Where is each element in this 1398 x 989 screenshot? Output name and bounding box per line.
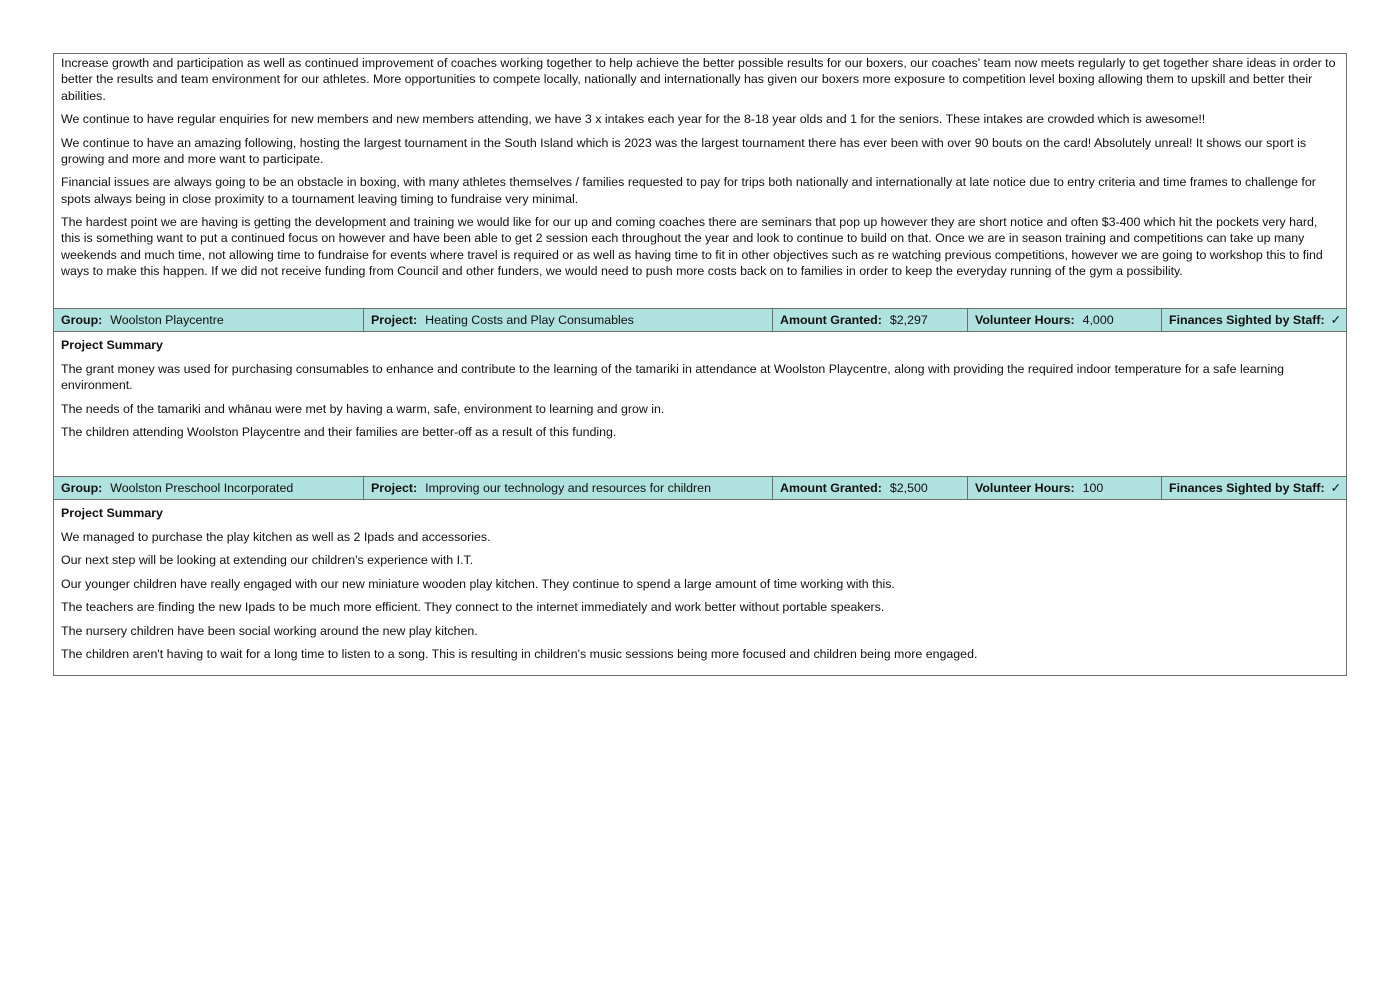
summary-paragraph: We continue to have an amazing following, hosting the largest tournament in the South Island which is 2023 was the largest tournament there has ever been with over 90 bouts on the card! Absolutely unreal! It shows our sport is growing and more and more want to participate.: [61, 135, 1307, 166]
summary-paragraph: Our younger children have really engaged with our new miniature wooden play kitchen. They continue to spend a large amount of time working with this.: [61, 576, 895, 591]
summary-paragraph: Financial issues are always going to be an obstacle in boxing, with many athletes themselves / families requested to pay for trips both nationally and internationally at late notice due to entry criteria and time frames to challenge for spots always being in close proximity to a tournament leaving timing to fundraise very minimal.: [61, 175, 1316, 206]
amount-cell: [773, 309, 968, 331]
amount-value: $2,297: [889, 312, 928, 327]
hours-cell: [968, 309, 1162, 331]
amount-label: Amount Granted:: [780, 312, 882, 327]
project-cell: [364, 477, 773, 499]
grant-report-table: [53, 53, 1347, 676]
group-label: Group:: [61, 312, 103, 327]
summary-paragraph: The grant money was used for purchasing consumables to enhance and contribute to the learning of the tamariki in attendance at Woolston Playcentre, along with providing the required indoor temperature for a safe learning environment.: [61, 362, 1285, 393]
hours-value: 4,000: [1082, 312, 1114, 327]
project-label: Project:: [371, 480, 418, 495]
summary-paragraph: The nursery children have been social working around the new play kitchen.: [61, 623, 478, 638]
grant-info-row: [54, 476, 1346, 500]
hours-label: Volunteer Hours:: [975, 480, 1075, 495]
finances-cell: [1162, 477, 1346, 499]
group-label: Group:: [61, 480, 103, 495]
hours-value: 100: [1082, 480, 1104, 495]
project-summary-heading: Project Summary: [61, 506, 163, 520]
amount-cell: [773, 477, 968, 499]
finances-label: Finances Sighted by Staff:: [1169, 480, 1325, 495]
summary-paragraph: We managed to purchase the play kitchen as well as 2 Ipads and accessories.: [61, 530, 491, 544]
group-name: Woolston Preschool Incorporated: [110, 480, 294, 495]
summary-paragraph: Our next step will be looking at extending our children's experience with I.T.: [61, 553, 474, 568]
project-name: Heating Costs and Play Consumables: [425, 312, 634, 327]
group-cell: [54, 477, 364, 499]
previous-entry-summary: [54, 54, 1346, 308]
finances-label: Finances Sighted by Staff:: [1169, 312, 1325, 327]
summary-paragraph: The hardest point we are having is getting the development and training we would like for our up and coming coaches there are seminars that pop up however they are short notice and often $3-400 which hit the pockets very hard, this is something want to put a continued focus on however and have been able to get 2 session each throughout the year and look to continue to build on that. Once we are in season training and competitions can take up many weekends and much time, not allowing time to fundraise for events where travel is required or as well as having time to fit in other objectives such as re watching previous competitions, however we are going to workshop this to find ways to make this happen. If we did not receive funding from Council and other funders, we would need to push more costs back on to families in order to keep the everyday running of the gym a possibility.: [61, 215, 1323, 279]
project-summary-section: [54, 332, 1346, 476]
group-name: Woolston Playcentre: [110, 312, 224, 327]
amount-label: Amount Granted:: [780, 480, 882, 495]
checkmark-icon: ✓: [1330, 312, 1341, 327]
finances-cell: [1162, 309, 1346, 331]
grant-info-row: [54, 308, 1346, 332]
summary-paragraph: Increase growth and participation as well as continued improvement of coaches working together to help achieve the better possible results for our boxers, our coaches' team now meets regularly to get together share ideas in order to better the results and team environment for our athletes. More opportunities to compete locally, nationally and internationally has given our boxers more exposure to competition level boxing allowing them to upskill and better their abilities.: [61, 56, 1336, 103]
project-label: Project:: [371, 312, 418, 327]
amount-value: $2,500: [889, 480, 928, 495]
summary-paragraph: The needs of the tamariki and whānau were met by having a warm, safe, environment to learning and grow in.: [61, 401, 665, 416]
summary-paragraph: We continue to have regular enquiries for new members and new members attending, we have 3 x intakes each year for the 8-18 year olds and 1 for the seniors. These intakes are crowded which is awesome!!: [61, 112, 1206, 127]
project-summary-heading: Project Summary: [61, 338, 163, 352]
project-summary-section: [54, 500, 1346, 675]
hours-cell: [968, 477, 1162, 499]
summary-paragraph: The children aren't having to wait for a long time to listen to a song. This is resulting in children's music sessions being more focused and children being more engaged.: [61, 647, 978, 662]
hours-label: Volunteer Hours:: [975, 312, 1075, 327]
summary-paragraph: The children attending Woolston Playcentre and their families are better-off as a result of this funding.: [61, 425, 617, 440]
project-cell: [364, 309, 773, 331]
summary-paragraph: The teachers are finding the new Ipads to be much more efficient. They connect to the internet immediately and work better without portable speakers.: [61, 600, 885, 615]
project-name: Improving our technology and resources for children: [425, 480, 711, 495]
group-cell: [54, 309, 364, 331]
checkmark-icon: ✓: [1330, 480, 1341, 495]
